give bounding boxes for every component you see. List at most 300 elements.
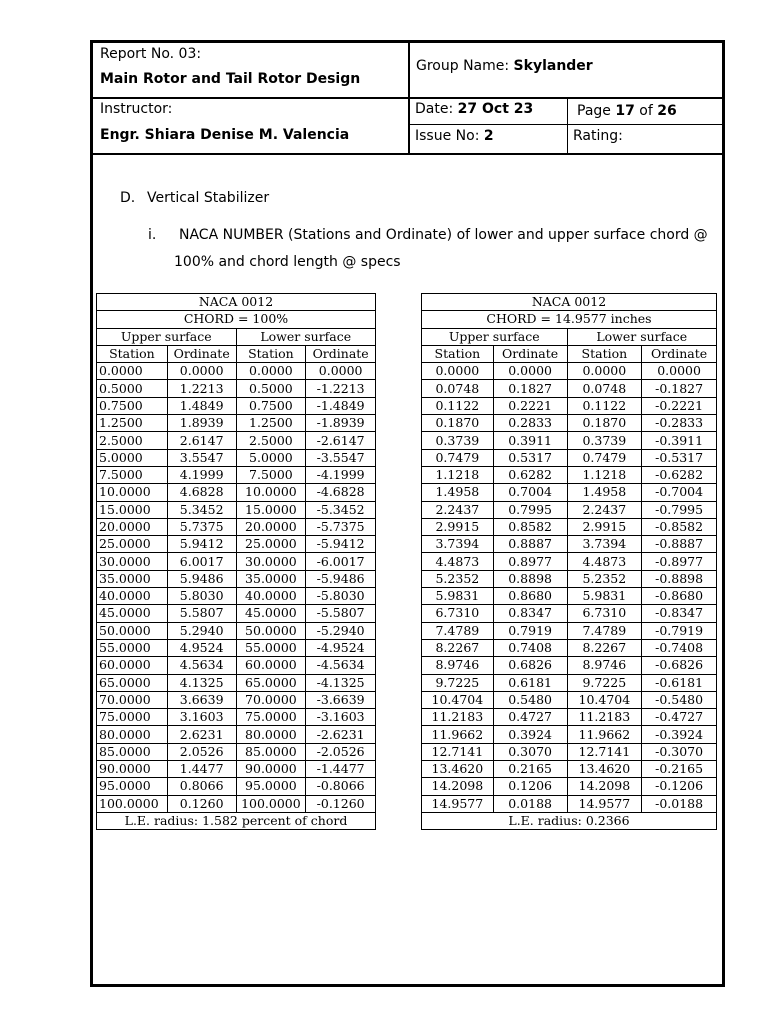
- upper-ordinate-cell: 5.7375: [167, 518, 236, 535]
- upper-ordinate-cell: 0.8066: [167, 778, 236, 795]
- upper-ordinate-cell: 3.1603: [167, 709, 236, 726]
- lower-station-cell: 14.2098: [567, 778, 642, 795]
- upper-ordinate-cell: 0.8680: [493, 588, 567, 605]
- table-row: [422, 691, 717, 708]
- upper-station-cell: 5.9831: [422, 588, 494, 605]
- lower-station-cell: 7.4789: [567, 622, 642, 639]
- lower-station-cell: 55.0000: [236, 639, 306, 656]
- upper-station-cell: 80.0000: [97, 726, 168, 743]
- lower-ordinate-cell: -5.3452: [306, 501, 376, 518]
- col-ordinate: Ordinate: [167, 345, 236, 362]
- table-row: [422, 709, 717, 726]
- group-value: Skylander: [513, 58, 593, 74]
- upper-ordinate-cell: 2.6147: [167, 432, 236, 449]
- lower-ordinate-cell: -0.2221: [642, 397, 717, 414]
- upper-station-cell: 60.0000: [97, 657, 168, 674]
- upper-ordinate-cell: 0.1260: [167, 795, 236, 812]
- lower-station-cell: 40.0000: [236, 588, 306, 605]
- table-title: NACA 0012: [97, 294, 376, 311]
- item-numeral: i.: [148, 227, 157, 243]
- lower-ordinate-cell: -1.4477: [306, 761, 376, 778]
- lower-station-cell: 0.1870: [567, 415, 642, 432]
- table-row: [97, 380, 376, 397]
- upper-station-cell: 9.7225: [422, 674, 494, 691]
- table-row: [422, 657, 717, 674]
- lower-ordinate-cell: -0.7995: [642, 501, 717, 518]
- page-label: Page: [577, 103, 616, 119]
- table-row: [97, 726, 376, 743]
- lower-ordinate-cell: -6.0017: [306, 553, 376, 570]
- instructor-label: Instructor:: [100, 101, 173, 117]
- upper-ordinate-cell: 5.2940: [167, 622, 236, 639]
- col-ordinate: Ordinate: [493, 345, 567, 362]
- upper-station-cell: 2.2437: [422, 501, 494, 518]
- table-row: [422, 415, 717, 432]
- upper-station-cell: 11.9662: [422, 726, 494, 743]
- upper-station-cell: 1.2500: [97, 415, 168, 432]
- issue-number: [415, 128, 494, 144]
- table-row: [97, 432, 376, 449]
- lower-ordinate-cell: -0.5480: [642, 691, 717, 708]
- table-row: [97, 622, 376, 639]
- table-row: [422, 639, 717, 656]
- upper-station-cell: 95.0000: [97, 778, 168, 795]
- upper-station-cell: 12.7141: [422, 743, 494, 760]
- lower-station-cell: 2.5000: [236, 432, 306, 449]
- upper-station-cell: 10.4704: [422, 691, 494, 708]
- table-row: [97, 466, 376, 483]
- group-name: [416, 58, 593, 74]
- lower-station-cell: 0.7479: [567, 449, 642, 466]
- upper-station-cell: 65.0000: [97, 674, 168, 691]
- table-row: [97, 363, 376, 380]
- table-row: [97, 639, 376, 656]
- lower-station-cell: 8.9746: [567, 657, 642, 674]
- upper-station-cell: 40.0000: [97, 588, 168, 605]
- lower-ordinate-cell: -0.8977: [642, 553, 717, 570]
- col-station: Station: [236, 345, 306, 362]
- lower-ordinate-cell: -0.8582: [642, 518, 717, 535]
- lower-station-cell: 1.4958: [567, 484, 642, 501]
- lower-station-cell: 25.0000: [236, 536, 306, 553]
- table-row: [422, 605, 717, 622]
- upper-station-cell: 0.0748: [422, 380, 494, 397]
- page-number: [577, 103, 677, 119]
- table-row: [97, 484, 376, 501]
- table-row: [422, 380, 717, 397]
- lower-ordinate-cell: -3.1603: [306, 709, 376, 726]
- upper-station-cell: 6.7310: [422, 605, 494, 622]
- upper-ordinate-cell: 5.9486: [167, 570, 236, 587]
- upper-ordinate-cell: 4.9524: [167, 639, 236, 656]
- upper-ordinate-cell: 4.6828: [167, 484, 236, 501]
- lower-ordinate-cell: -0.7004: [642, 484, 717, 501]
- lower-station-cell: 13.4620: [567, 761, 642, 778]
- lower-ordinate-cell: -0.3070: [642, 743, 717, 760]
- lower-station-cell: 45.0000: [236, 605, 306, 622]
- lower-station-cell: 90.0000: [236, 761, 306, 778]
- lower-station-cell: 4.4873: [567, 553, 642, 570]
- page-total: 26: [657, 103, 677, 119]
- table-row: [422, 674, 717, 691]
- lower-ordinate-cell: -5.5807: [306, 605, 376, 622]
- upper-station-cell: 0.3739: [422, 432, 494, 449]
- report-header: [93, 43, 722, 155]
- table-row: [97, 795, 376, 812]
- upper-ordinate-cell: 0.5317: [493, 449, 567, 466]
- lower-station-cell: 75.0000: [236, 709, 306, 726]
- upper-station-cell: 35.0000: [97, 570, 168, 587]
- table-row: [97, 605, 376, 622]
- table-chord: CHORD = 14.9577 inches: [422, 311, 717, 328]
- lower-ordinate-cell: -4.1325: [306, 674, 376, 691]
- naca-table-inches: [421, 293, 717, 830]
- upper-ordinate-cell: 5.3452: [167, 501, 236, 518]
- instructor-name: Engr. Shiara Denise M. Valencia: [100, 127, 350, 143]
- table-row: [422, 761, 717, 778]
- upper-ordinate-cell: 5.5807: [167, 605, 236, 622]
- lower-ordinate-cell: -5.8030: [306, 588, 376, 605]
- upper-station-cell: 30.0000: [97, 553, 168, 570]
- lower-ordinate-cell: -0.4727: [642, 709, 717, 726]
- lower-station-cell: 5.9831: [567, 588, 642, 605]
- upper-station-cell: 45.0000: [97, 605, 168, 622]
- lower-ordinate-cell: -2.6147: [306, 432, 376, 449]
- lower-station-cell: 8.2267: [567, 639, 642, 656]
- table-row: [97, 778, 376, 795]
- upper-ordinate-cell: 0.7919: [493, 622, 567, 639]
- table-row: [422, 449, 717, 466]
- upper-station-cell: 8.2267: [422, 639, 494, 656]
- table-row: [422, 363, 717, 380]
- table-row: [422, 726, 717, 743]
- upper-ordinate-cell: 0.8582: [493, 518, 567, 535]
- upper-ordinate-cell: 0.1827: [493, 380, 567, 397]
- date-value: 27 Oct 23: [457, 101, 534, 117]
- table-chord: CHORD = 100%: [97, 311, 376, 328]
- page-current: 17: [615, 103, 635, 119]
- table-row: [97, 518, 376, 535]
- table-row: [97, 743, 376, 760]
- lower-station-cell: 5.2352: [567, 570, 642, 587]
- table-row: [97, 588, 376, 605]
- lower-station-cell: 95.0000: [236, 778, 306, 795]
- upper-station-cell: 15.0000: [97, 501, 168, 518]
- upper-station-cell: 14.9577: [422, 795, 494, 812]
- upper-station-cell: 0.1870: [422, 415, 494, 432]
- lower-ordinate-cell: -0.1827: [642, 380, 717, 397]
- upper-ordinate-cell: 0.2221: [493, 397, 567, 414]
- lower-ordinate-cell: -4.1999: [306, 466, 376, 483]
- lower-station-cell: 12.7141: [567, 743, 642, 760]
- lower-station-cell: 1.2500: [236, 415, 306, 432]
- table-row: [422, 795, 717, 812]
- lower-ordinate-cell: -0.7919: [642, 622, 717, 639]
- lower-station-cell: 14.9577: [567, 795, 642, 812]
- upper-ordinate-cell: 0.2165: [493, 761, 567, 778]
- lower-station-cell: 100.0000: [236, 795, 306, 812]
- upper-station-cell: 1.1218: [422, 466, 494, 483]
- table-row: [422, 622, 717, 639]
- upper-station-cell: 2.5000: [97, 432, 168, 449]
- table-row: [422, 397, 717, 414]
- lower-station-cell: 80.0000: [236, 726, 306, 743]
- table-row: [422, 743, 717, 760]
- upper-ordinate-cell: 4.1999: [167, 466, 236, 483]
- col-ordinate: Ordinate: [306, 345, 376, 362]
- upper-surface-header: Upper surface: [97, 328, 237, 345]
- upper-ordinate-cell: 0.0000: [167, 363, 236, 380]
- lower-ordinate-cell: -0.1206: [642, 778, 717, 795]
- lower-station-cell: 1.1218: [567, 466, 642, 483]
- lower-ordinate-cell: -1.2213: [306, 380, 376, 397]
- item-text-line1: NACA NUMBER (Stations and Ordinate) of lower and upper surface chord @: [179, 227, 708, 243]
- upper-ordinate-cell: 0.4727: [493, 709, 567, 726]
- lower-ordinate-cell: -0.8066: [306, 778, 376, 795]
- lower-surface-header: Lower surface: [567, 328, 717, 345]
- col-station: Station: [567, 345, 642, 362]
- upper-ordinate-cell: 4.5634: [167, 657, 236, 674]
- table-row: [97, 709, 376, 726]
- lower-ordinate-cell: -0.6181: [642, 674, 717, 691]
- table-row: [97, 761, 376, 778]
- lower-ordinate-cell: -2.6231: [306, 726, 376, 743]
- lower-ordinate-cell: -3.6639: [306, 691, 376, 708]
- lower-ordinate-cell: 0.0000: [306, 363, 376, 380]
- lower-station-cell: 2.9915: [567, 518, 642, 535]
- date: [415, 101, 533, 117]
- table-row: [422, 501, 717, 518]
- upper-station-cell: 7.5000: [97, 466, 168, 483]
- upper-ordinate-cell: 0.6826: [493, 657, 567, 674]
- header-divider: [93, 97, 722, 99]
- lower-ordinate-cell: 0.0000: [642, 363, 717, 380]
- table-row: [97, 397, 376, 414]
- upper-station-cell: 85.0000: [97, 743, 168, 760]
- upper-ordinate-cell: 5.8030: [167, 588, 236, 605]
- table-row: [97, 536, 376, 553]
- upper-station-cell: 10.0000: [97, 484, 168, 501]
- upper-ordinate-cell: 3.5547: [167, 449, 236, 466]
- lower-station-cell: 35.0000: [236, 570, 306, 587]
- upper-station-cell: 55.0000: [97, 639, 168, 656]
- table-row: [422, 536, 717, 553]
- lower-station-cell: 5.0000: [236, 449, 306, 466]
- lower-ordinate-cell: -0.6282: [642, 466, 717, 483]
- upper-station-cell: 0.0000: [422, 363, 494, 380]
- lower-station-cell: 0.1122: [567, 397, 642, 414]
- table-row: [97, 501, 376, 518]
- naca-table-percent: [96, 293, 376, 830]
- lower-ordinate-cell: -5.7375: [306, 518, 376, 535]
- lower-station-cell: 0.0748: [567, 380, 642, 397]
- issue-value: 2: [483, 128, 494, 144]
- upper-ordinate-cell: 0.2833: [493, 415, 567, 432]
- upper-station-cell: 2.9915: [422, 518, 494, 535]
- lower-ordinate-cell: -0.1260: [306, 795, 376, 812]
- upper-ordinate-cell: 5.9412: [167, 536, 236, 553]
- upper-station-cell: 50.0000: [97, 622, 168, 639]
- report-number: Report No. 03:: [100, 46, 202, 62]
- table-row: [422, 570, 717, 587]
- group-label: Group Name:: [416, 58, 514, 74]
- lower-ordinate-cell: -0.2833: [642, 415, 717, 432]
- upper-ordinate-cell: 0.6282: [493, 466, 567, 483]
- upper-ordinate-cell: 1.4849: [167, 397, 236, 414]
- upper-station-cell: 14.2098: [422, 778, 494, 795]
- lower-ordinate-cell: -5.9412: [306, 536, 376, 553]
- table-row: [422, 553, 717, 570]
- upper-station-cell: 70.0000: [97, 691, 168, 708]
- upper-station-cell: 1.4958: [422, 484, 494, 501]
- upper-station-cell: 25.0000: [97, 536, 168, 553]
- col-station: Station: [422, 345, 494, 362]
- table-row: [422, 484, 717, 501]
- upper-ordinate-cell: 1.8939: [167, 415, 236, 432]
- upper-station-cell: 0.7500: [97, 397, 168, 414]
- page-of: of: [634, 103, 658, 119]
- upper-station-cell: 7.4789: [422, 622, 494, 639]
- upper-station-cell: 8.9746: [422, 657, 494, 674]
- upper-ordinate-cell: 0.3911: [493, 432, 567, 449]
- lower-station-cell: 60.0000: [236, 657, 306, 674]
- upper-ordinate-cell: 1.2213: [167, 380, 236, 397]
- upper-ordinate-cell: 0.8977: [493, 553, 567, 570]
- table-row: [97, 657, 376, 674]
- upper-ordinate-cell: 2.6231: [167, 726, 236, 743]
- lower-station-cell: 10.0000: [236, 484, 306, 501]
- table-row: [97, 553, 376, 570]
- lower-station-cell: 6.7310: [567, 605, 642, 622]
- lower-ordinate-cell: -0.3911: [642, 432, 717, 449]
- lower-ordinate-cell: -0.5317: [642, 449, 717, 466]
- upper-station-cell: 3.7394: [422, 536, 494, 553]
- upper-station-cell: 75.0000: [97, 709, 168, 726]
- upper-station-cell: 11.2183: [422, 709, 494, 726]
- rating-label: Rating:: [573, 128, 623, 144]
- upper-station-cell: 5.2352: [422, 570, 494, 587]
- lower-station-cell: 65.0000: [236, 674, 306, 691]
- item-text-line2: 100% and chord length @ specs: [174, 254, 401, 270]
- upper-ordinate-cell: 6.0017: [167, 553, 236, 570]
- lower-station-cell: 0.0000: [567, 363, 642, 380]
- upper-ordinate-cell: 0.5480: [493, 691, 567, 708]
- upper-ordinate-cell: 0.3924: [493, 726, 567, 743]
- lower-ordinate-cell: -5.2940: [306, 622, 376, 639]
- table-row: [97, 674, 376, 691]
- table-row: [97, 449, 376, 466]
- upper-station-cell: 13.4620: [422, 761, 494, 778]
- upper-ordinate-cell: 0.0188: [493, 795, 567, 812]
- lower-station-cell: 0.5000: [236, 380, 306, 397]
- table-row: [97, 691, 376, 708]
- lower-ordinate-cell: -0.8887: [642, 536, 717, 553]
- table-title: NACA 0012: [422, 294, 717, 311]
- upper-ordinate-cell: 3.6639: [167, 691, 236, 708]
- table-row: [422, 518, 717, 535]
- upper-station-cell: 90.0000: [97, 761, 168, 778]
- lower-station-cell: 85.0000: [236, 743, 306, 760]
- upper-station-cell: 0.0000: [97, 363, 168, 380]
- upper-ordinate-cell: 0.3070: [493, 743, 567, 760]
- lower-station-cell: 2.2437: [567, 501, 642, 518]
- lower-station-cell: 50.0000: [236, 622, 306, 639]
- lower-ordinate-cell: -0.3924: [642, 726, 717, 743]
- upper-ordinate-cell: 0.8898: [493, 570, 567, 587]
- upper-ordinate-cell: 0.8887: [493, 536, 567, 553]
- lower-ordinate-cell: -0.7408: [642, 639, 717, 656]
- upper-surface-header: Upper surface: [422, 328, 568, 345]
- table-footer: L.E. radius: 0.2366: [422, 812, 717, 829]
- col-ordinate: Ordinate: [642, 345, 717, 362]
- lower-ordinate-cell: -3.5547: [306, 449, 376, 466]
- lower-ordinate-cell: -0.0188: [642, 795, 717, 812]
- lower-station-cell: 15.0000: [236, 501, 306, 518]
- report-title: Main Rotor and Tail Rotor Design: [100, 71, 361, 87]
- lower-station-cell: 11.2183: [567, 709, 642, 726]
- table-row: [422, 432, 717, 449]
- lower-station-cell: 11.9662: [567, 726, 642, 743]
- upper-station-cell: 0.5000: [97, 380, 168, 397]
- upper-ordinate-cell: 4.1325: [167, 674, 236, 691]
- upper-ordinate-cell: 1.4477: [167, 761, 236, 778]
- upper-station-cell: 0.1122: [422, 397, 494, 414]
- upper-ordinate-cell: 0.7995: [493, 501, 567, 518]
- section-letter: D.: [120, 190, 136, 206]
- issue-label: Issue No:: [415, 128, 484, 144]
- table-row: [97, 570, 376, 587]
- lower-station-cell: 0.7500: [236, 397, 306, 414]
- lower-ordinate-cell: -1.4849: [306, 397, 376, 414]
- lower-ordinate-cell: -4.9524: [306, 639, 376, 656]
- upper-ordinate-cell: 0.1206: [493, 778, 567, 795]
- lower-ordinate-cell: -0.8898: [642, 570, 717, 587]
- upper-ordinate-cell: 0.6181: [493, 674, 567, 691]
- lower-ordinate-cell: -2.0526: [306, 743, 376, 760]
- table-row: [97, 415, 376, 432]
- upper-ordinate-cell: 0.7408: [493, 639, 567, 656]
- lower-ordinate-cell: -4.5634: [306, 657, 376, 674]
- section-heading: Vertical Stabilizer: [147, 190, 270, 206]
- upper-ordinate-cell: 2.0526: [167, 743, 236, 760]
- table-row: [422, 466, 717, 483]
- lower-station-cell: 0.3739: [567, 432, 642, 449]
- lower-ordinate-cell: -4.6828: [306, 484, 376, 501]
- upper-ordinate-cell: 0.7004: [493, 484, 567, 501]
- upper-station-cell: 0.7479: [422, 449, 494, 466]
- lower-station-cell: 0.0000: [236, 363, 306, 380]
- lower-station-cell: 9.7225: [567, 674, 642, 691]
- lower-ordinate-cell: -0.2165: [642, 761, 717, 778]
- lower-station-cell: 70.0000: [236, 691, 306, 708]
- lower-ordinate-cell: -1.8939: [306, 415, 376, 432]
- header-divider: [567, 99, 568, 153]
- col-station: Station: [97, 345, 168, 362]
- table-footer: L.E. radius: 1.582 percent of chord: [97, 812, 376, 829]
- upper-ordinate-cell: 0.0000: [493, 363, 567, 380]
- lower-station-cell: 7.5000: [236, 466, 306, 483]
- upper-station-cell: 5.0000: [97, 449, 168, 466]
- lower-ordinate-cell: -0.8347: [642, 605, 717, 622]
- upper-station-cell: 4.4873: [422, 553, 494, 570]
- date-label: Date:: [415, 101, 458, 117]
- table-row: [422, 778, 717, 795]
- lower-station-cell: 10.4704: [567, 691, 642, 708]
- lower-station-cell: 30.0000: [236, 553, 306, 570]
- lower-ordinate-cell: -5.9486: [306, 570, 376, 587]
- upper-station-cell: 20.0000: [97, 518, 168, 535]
- header-divider: [410, 124, 722, 125]
